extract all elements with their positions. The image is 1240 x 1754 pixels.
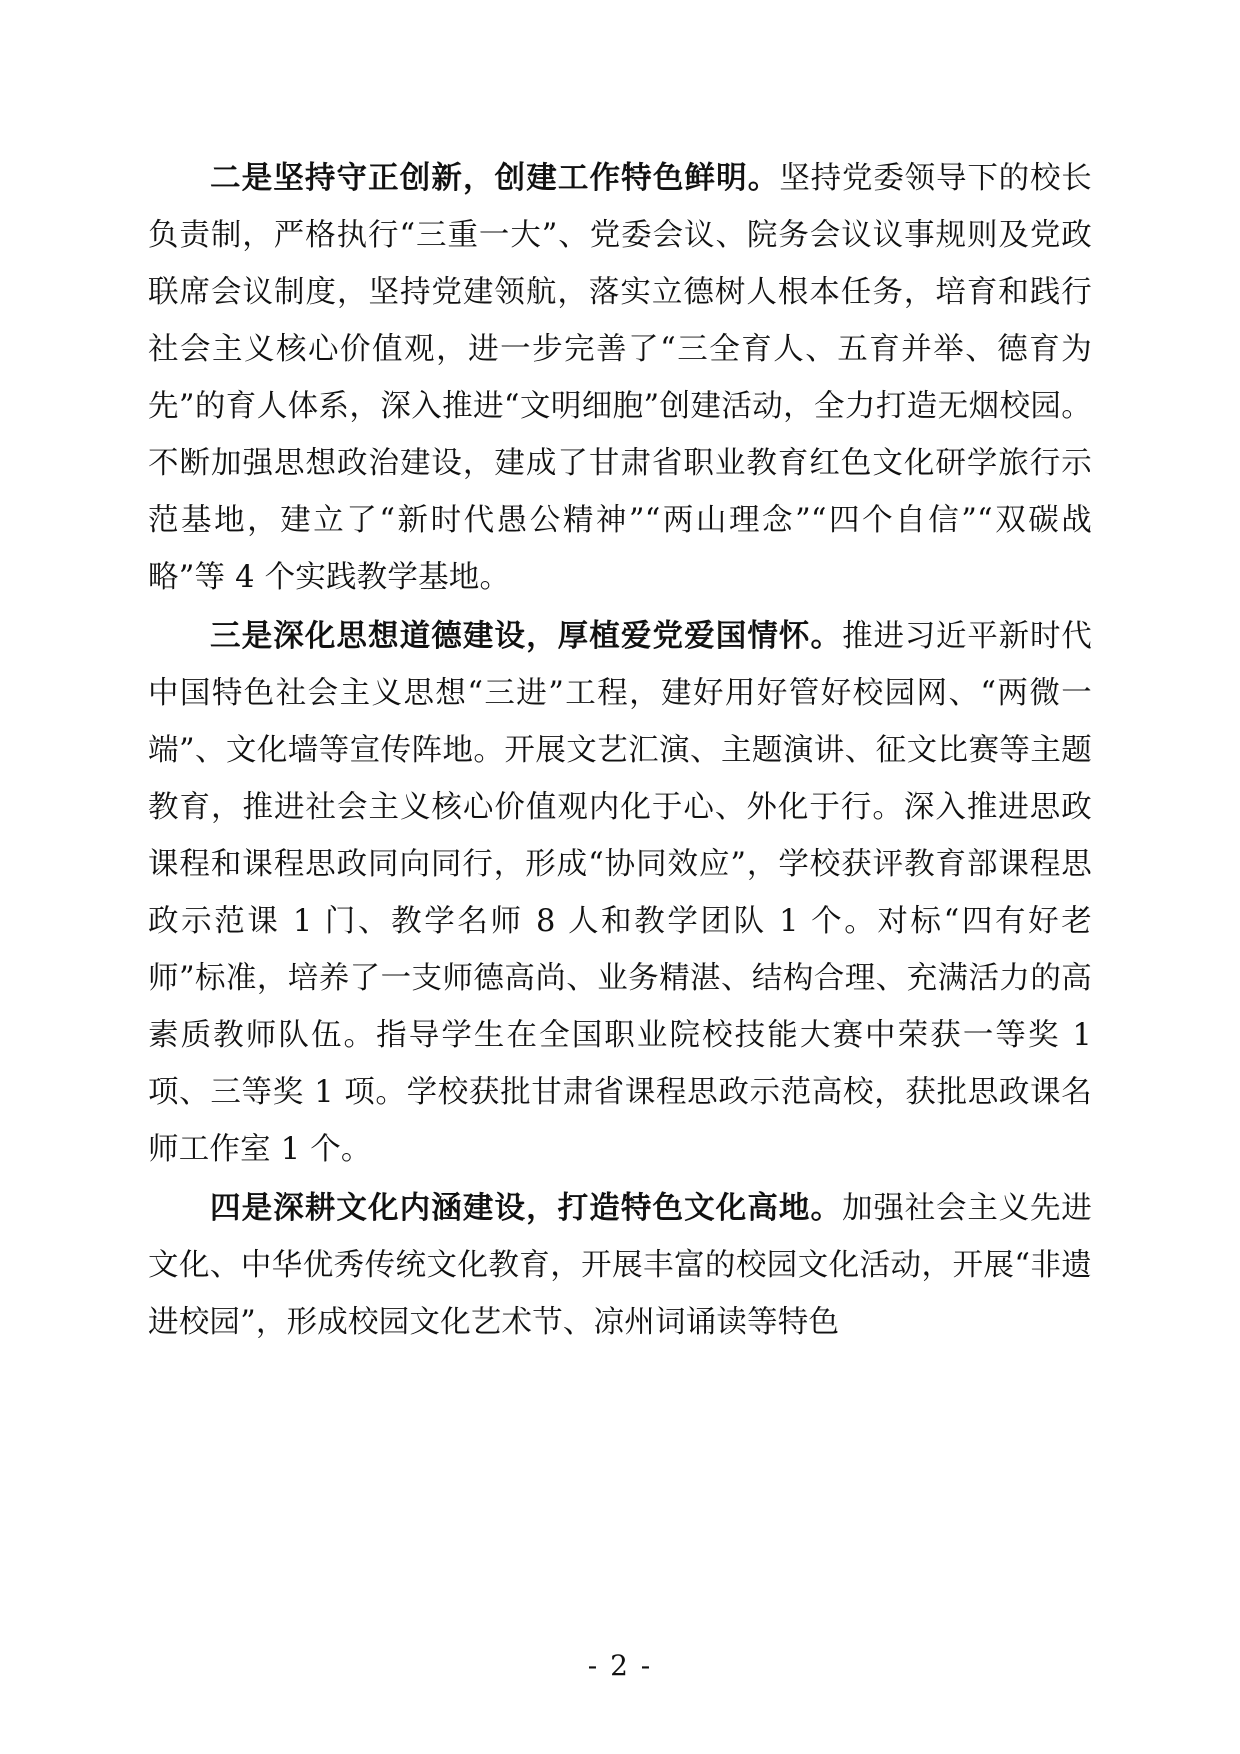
paragraph-1-lead: 二是坚持守正创新，创建工作特色鲜明。 xyxy=(210,161,780,196)
paragraph-1 xyxy=(148,150,1092,606)
paragraph-1-text: 坚持党委领导下的校长负责制，严格执行“三重一大”、党委会议、院务会议议事规则及党政联席会议制度，坚持党建领航，落实立德树人根本任务，培育和践行社会主义核心价值观，进一步完善了“三全育人、五育并举、德育为先”的育人体系，深入推进“文明细胞”创建活动，全力打造无烟校园。不断加强思想政治建设，建成了甘肃省职业教育红色文化研学旅行示范基地，建立了“新时代愚公精神”“两山理念”“四个自信”“双碳战略”等 4 个实践教学基地。 xyxy=(148,161,1093,595)
paragraph-3-lead: 四是深耕文化内涵建设，打造特色文化高地。 xyxy=(210,1191,843,1226)
paragraph-2-text: 推进习近平新时代中国特色社会主义思想“三进”工程，建好用好管好校园网、“两微一端”、文化墙等宣传阵地。开展文艺汇演、主题演讲、征文比赛等主题教育，推进社会主义核心价值观内化于心、外化于行。深入推进思政课程和课程思政同向同行，形成“协同效应”，学校获评教育部课程思政示范课 1 门、教学名师 8 人和教学团队 1 个。对标“四有好老师”标准，培养了一支师德高尚、业务精湛、结构合理、充满活力的高素质教师队伍。指导学生在全国职业院校技能大赛中荣获一等奖 1 项、三等奖 1 项。学校获批甘肃省课程思政示范高校，获批思政课名师工作室 1 个。 xyxy=(148,619,1092,1167)
paragraph-2 xyxy=(148,608,1092,1178)
paragraph-3 xyxy=(148,1180,1092,1351)
paragraph-3-text: 加强社会主义先进文化、中华优秀传统文化教育，开展丰富的校园文化活动，开展“非遗进校园”，形成校园文化艺术节、凉州词诵读等特色 xyxy=(148,1191,1092,1340)
page-number: - 2 - xyxy=(587,1649,653,1682)
document-body xyxy=(148,150,1092,1351)
paragraph-2-lead: 三是深化思想道德建设，厚植爱党爱国情怀。 xyxy=(210,619,843,654)
